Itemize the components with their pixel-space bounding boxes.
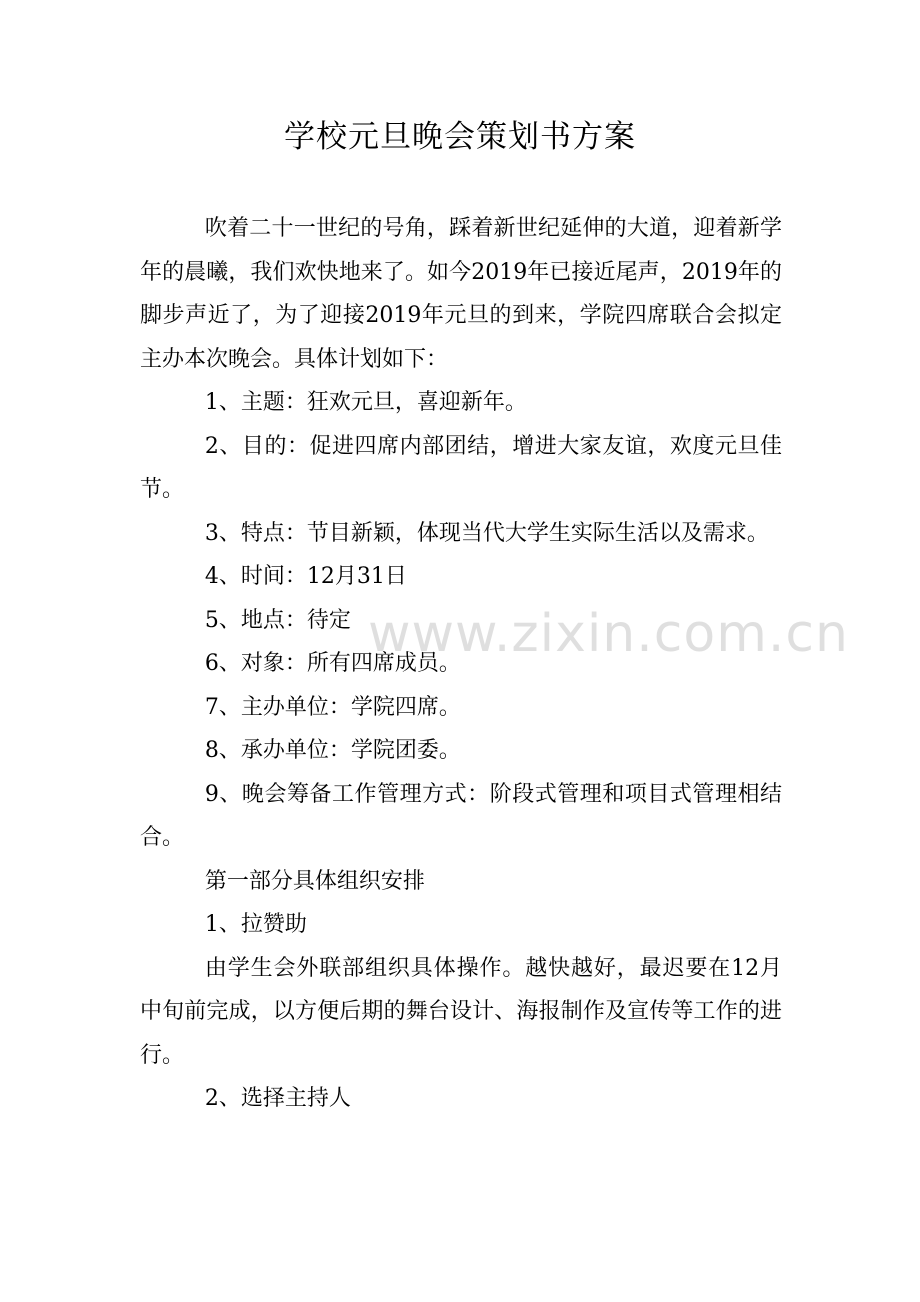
watermark: www.zixin.com.cn — [368, 604, 849, 664]
paragraph-intro: 吹着二十一世纪的号角，踩着新世纪延伸的大道，迎着新学年的晨曦，我们欢快地来了。如今2019年已接近尾声，2019年的脚步声近了，为了迎接2019年元旦的到来，学院四席联合会拟定主办本次晚会。具体计划如下： — [140, 216, 782, 372]
section-heading: 第一部分具体组织安排 — [204, 868, 425, 894]
document-title: 学校元旦晚会策划书方案 — [284, 119, 636, 155]
document-body — [140, 207, 782, 1121]
paragraph-organizer: 7、主办单位：学院四席。 — [204, 694, 461, 720]
paragraph-sponsorship-detail: 由学生会外联部组织具体操作。越快越好，最迟要在12月中旬前完成，以方便后期的舞台设计、海报制作及宣传等工作的进行。 — [140, 955, 782, 1068]
paragraph-undertaker: 8、承办单位：学院团委。 — [204, 738, 461, 763]
paragraph-management: 9、晚会筹备工作管理方式：阶段式管理和项目式管理相结合。 — [140, 781, 782, 850]
paragraph-purpose: 2、目的：促进四席内部团结，增进大家友谊，欢度元旦佳节。 — [140, 433, 782, 502]
paragraph-audience: 6、对象：所有四席成员。 — [204, 651, 461, 676]
paragraph-time: 4、时间：12月31日 — [204, 564, 407, 589]
paragraph-location: 5、地点：待定 — [204, 607, 351, 633]
paragraph-sponsorship: 1、拉赞助 — [204, 912, 307, 937]
paragraph-theme: 1、主题：狂欢元旦，喜迎新年。 — [204, 390, 527, 415]
paragraph-features: 3、特点：节目新颖，体现当代大学生实际生活以及需求。 — [204, 520, 769, 546]
paragraph-host: 2、选择主持人 — [204, 1086, 351, 1111]
